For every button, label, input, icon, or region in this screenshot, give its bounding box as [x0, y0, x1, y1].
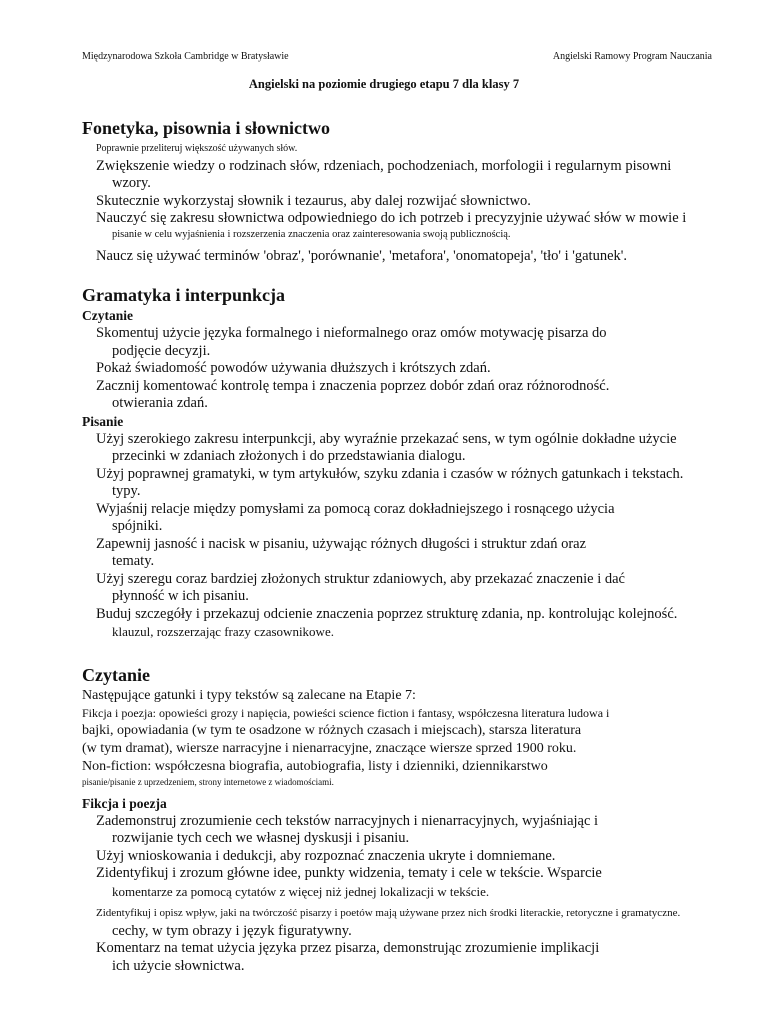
list-item [82, 378, 722, 413]
list-item-continuation: pisanie w celu wyjaśnienia i rozszerzenia znaczenia oraz zainteresowania swoją publicznością. [112, 228, 511, 240]
list-item-line: Nauczyć się zakresu słownictwa odpowiedniego do ich potrzeb i precyzyjnie używać słów w mowie i [96, 210, 687, 226]
section-grammar-punctuation [82, 283, 722, 641]
list-item-text [96, 813, 722, 848]
list-item-line: Wyjaśnij relacje między pomysłami za pomocą coraz dokładniejszego i rosnącego użycia [96, 500, 615, 517]
list-item-continuation: klauzul, rozszerzając frazy czasownikowe. [112, 624, 334, 639]
list-item-continuation: cechy, w tym obrazy i język figuratywny. [112, 922, 352, 939]
list-item-text [96, 940, 722, 975]
section-heading: Fonetyka, pisownia i słownictwo [82, 118, 331, 138]
list-item [82, 325, 722, 360]
list-item [82, 158, 722, 193]
list-item [82, 606, 722, 641]
list-item [82, 904, 722, 940]
list-item-text: Naucz się używać terminów 'obraz', 'porównanie', 'metafora', 'onomatopeja', 'tło' i 'gatunek'. [96, 247, 628, 264]
subsection-heading-fiction-poetry: Fikcja i poezja [82, 795, 167, 811]
list-item [82, 571, 722, 606]
list-item [82, 536, 722, 571]
list-item-continuation: ich użycie słownictwa. [112, 957, 245, 974]
list-item-continuation: tematy. [112, 553, 155, 569]
list-item [82, 431, 722, 466]
list-item-continuation: typy. [112, 483, 141, 499]
list-item [82, 193, 722, 211]
list-item-text [96, 904, 722, 940]
list-item-continuation: spójniki. [112, 518, 163, 534]
list-item-text [96, 501, 722, 536]
list-item-text: Poprawnie przeliteruj większość używanych słów. [96, 143, 298, 154]
list-item [82, 813, 722, 848]
list-item-text [96, 210, 722, 242]
list-item-line: Użyj poprawnej gramatyki, w tym artykułów, szyku zdania i czasów w różnych gatunkach i tekstach. [96, 465, 684, 482]
list-item-continuation: płynność w ich pisaniu. [112, 588, 249, 604]
list-item-line: Zademonstruj zrozumienie cech tekstów narracyjnych i nienarracyjnych, wyjaśniając i [96, 812, 599, 829]
list-item [82, 140, 722, 158]
list-item [82, 940, 722, 975]
list-item-line: Użyj szeregu coraz bardziej złożonych struktur zdaniowych, aby przekazać znaczenie i dać [96, 570, 625, 587]
list-item-line: Buduj szczegóły i przekazuj odcienie znaczenia poprzez strukturę zdania, np. kontrolując kolejność. [96, 605, 678, 622]
paragraph-line: Następujące gatunki i typy tekstów są zalecane na Etapie 7: [82, 687, 416, 703]
list-item-continuation: wzory. [112, 175, 151, 191]
list-item [82, 248, 722, 266]
list-item-line: Zidentyfikuj i opisz wpływ, jaki na twórczość pisarzy i poetów mają używane przez nich środki literackie, retoryczne i gramatyczne. [96, 907, 681, 919]
list-item-text [96, 865, 722, 900]
list-item [82, 848, 722, 866]
paragraph-line: pisanie/pisanie z uprzedzeniem, strony internetowe z wiadomościami. [82, 776, 334, 787]
list-item-continuation: otwierania zdań. [112, 395, 208, 411]
paragraph-line: bajki, opowiadania (w tym te osadzone w różnych czasach i miejscach), starsza literatura [82, 722, 582, 738]
list-item-continuation: podjęcie decyzji. [112, 342, 211, 359]
list-item-text [96, 536, 722, 571]
document-body [82, 116, 722, 975]
list-item [82, 360, 722, 378]
list-item-text [96, 571, 722, 606]
header-program-name: Angielski Ramowy Program Nauczania [552, 51, 712, 62]
list-item [82, 210, 722, 242]
list-item-line: Zapewnij jasność i nacisk w pisaniu, używając różnych długości i struktur zdań oraz [96, 535, 587, 552]
list-item-line: Skomentuj użycie języka formalnego i nieformalnego oraz omów motywację pisarza do [96, 325, 607, 341]
paragraph-line: (w tym dramat), wiersze narracyjne i nienarracyjne, znaczące wiersze sprzed 1900 roku. [82, 740, 577, 756]
list-item-text: Skutecznie wykorzystaj słownik i tezaurus, aby dalej rozwijać słownictwo. [96, 192, 531, 209]
list-item-text [96, 378, 722, 413]
list-item-line: Użyj szerokiego zakresu interpunkcji, aby wyraźnie przekazać sens, w tym ogólnie dokładne użycie [96, 430, 677, 447]
list-item-text [96, 325, 722, 360]
section-heading: Gramatyka i interpunkcja [82, 285, 286, 305]
list-item [82, 865, 722, 900]
header-school-name: Międzynarodowa Szkoła Cambridge w Bratysławie [82, 51, 289, 62]
list-item-continuation: komentarze za pomocą cytatów z więcej niż jednej lokalizacji w tekście. [112, 883, 490, 899]
section-reading [82, 663, 722, 976]
list-item-text [96, 158, 722, 193]
section-heading: Czytanie [82, 664, 150, 685]
paragraph-line: Non-fiction: współczesna biografia, autobiografia, listy i dzienniki, dziennikarstwo [82, 758, 548, 774]
list-item-line: Zacznij komentować kontrolę tempa i znaczenia poprzez dobór zdań oraz różnorodność. [96, 377, 610, 394]
document-title: Angielski na poziomie drugiego etapu 7 dla klasy 7 [248, 77, 520, 91]
paragraph-line: Fikcja i poezja: opowieści grozy i napięcia, powieści science fiction i fantasy, współczesna literatura ludowa i [82, 705, 610, 720]
list-item-line: Zidentyfikuj i zrozum główne idee, punkty widzenia, tematy i cele w tekście. Wsparcie [96, 865, 602, 881]
list-item [82, 466, 722, 501]
list-item-text: Pokaż świadomość powodów używania dłuższych i krótszych zdań. [96, 360, 491, 376]
list-item-text: Użyj wnioskowania i dedukcji, aby rozpoznać znaczenia ukryte i domniemane. [96, 847, 556, 864]
list-item-text [96, 466, 722, 501]
list-item-line: Komentarz na temat użycia języka przez pisarza, demonstrując zrozumienie implikacji [96, 940, 600, 956]
list-item-text [96, 606, 722, 641]
section-phonetics-spelling [82, 116, 722, 265]
subsection-heading-writing: Pisanie [82, 413, 124, 429]
list-item [82, 501, 722, 536]
list-item-text [96, 431, 722, 466]
list-item-line: Zwiększenie wiedzy o rodzinach słów, rdzeniach, pochodzeniach, morfologii i regularnym pisowni [96, 157, 672, 174]
subsection-heading-reading: Czytanie [82, 308, 133, 323]
list-item-continuation: przecinki w zdaniach złożonych i do przedstawiania dialogu. [112, 448, 466, 464]
list-item-continuation: rozwijanie tych cech we własnej dyskusji i pisaniu. [112, 830, 410, 846]
